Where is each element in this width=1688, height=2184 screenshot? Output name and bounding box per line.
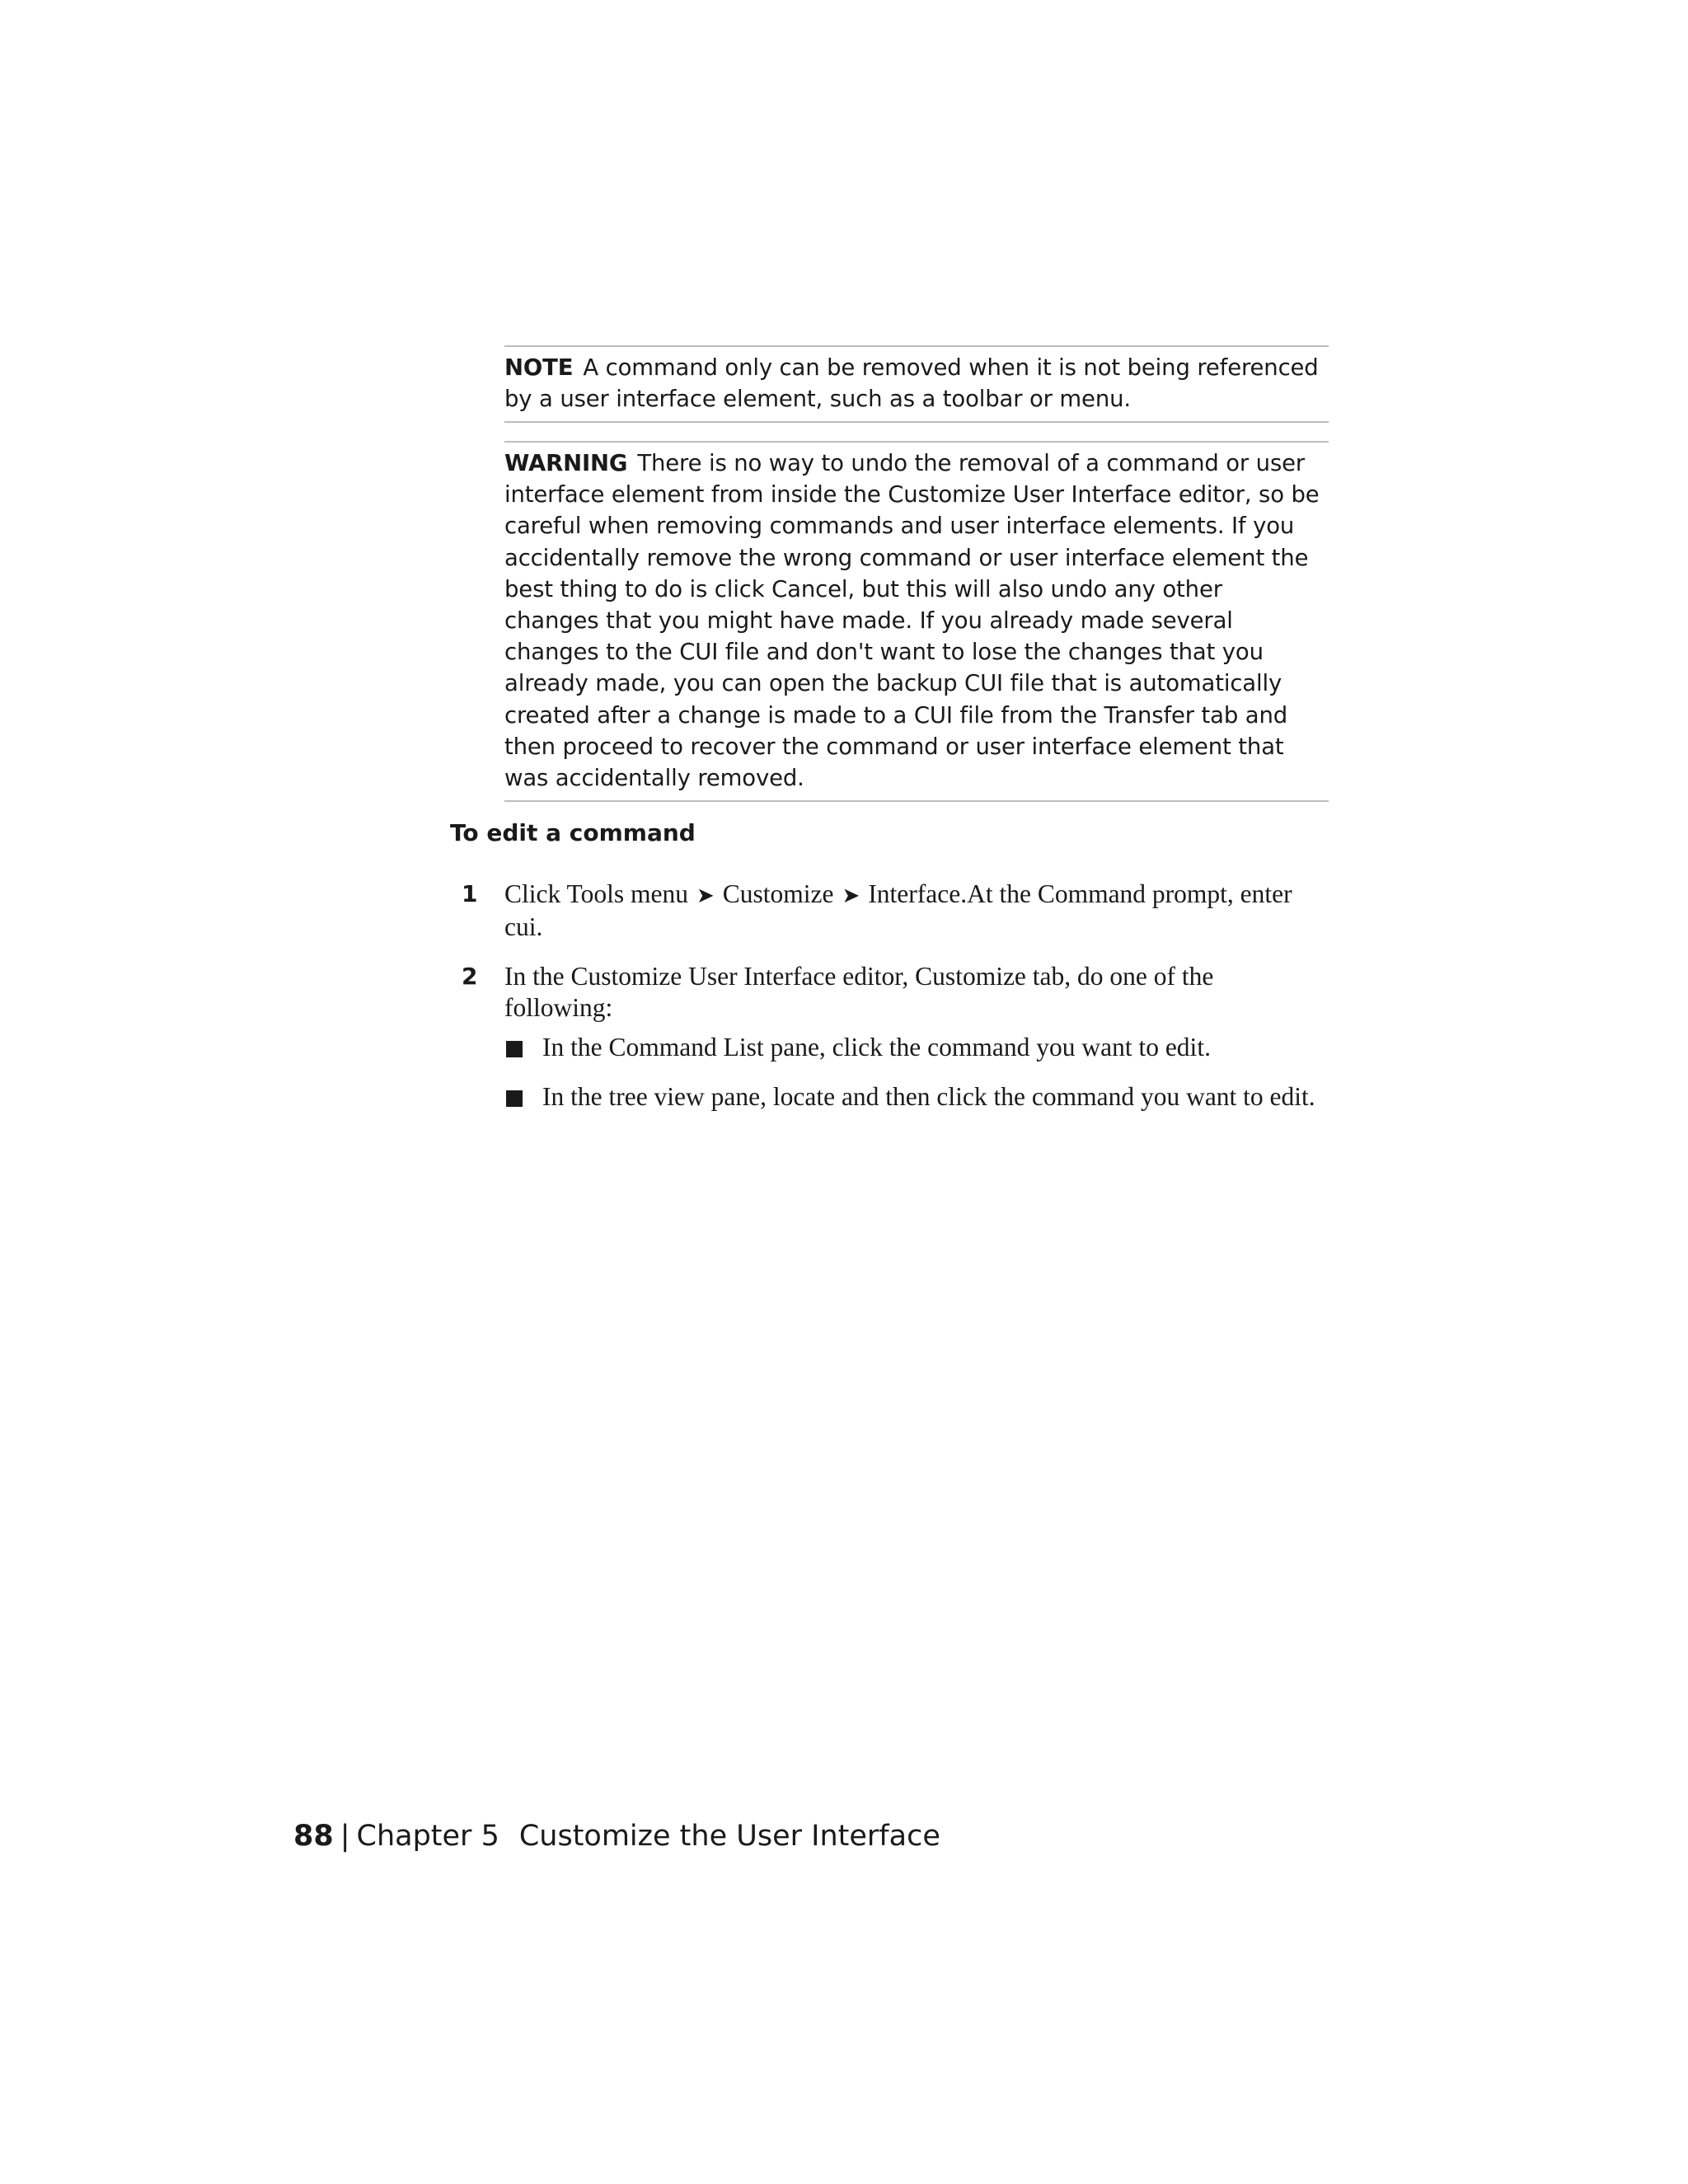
list-item <box>504 1081 1327 1113</box>
chapter-title: Customize the User Interface <box>518 1820 940 1853</box>
step-1 <box>462 879 1327 943</box>
square-bullet-icon <box>506 1041 523 1057</box>
note-text: A command only can be removed when it is not being referenced by a user interface element, such as a toolbar or menu. <box>504 354 1319 413</box>
warning-label: WARNING <box>504 450 628 476</box>
note-label: NOTE <box>504 354 574 381</box>
step-1-part1: Click Tools menu <box>504 879 688 908</box>
step-2-body <box>504 961 1327 1113</box>
step-2 <box>462 961 1327 1131</box>
step-2-number: 2 <box>462 963 478 990</box>
step-1-part3: Interface.At the Command prompt, enter cui. <box>504 879 1292 941</box>
step-1-number: 1 <box>462 880 478 907</box>
step-1-body <box>504 879 1327 943</box>
warning-box <box>504 441 1329 802</box>
square-bullet-icon <box>506 1090 523 1107</box>
list-item <box>504 1032 1327 1063</box>
step-1-part2: Customize <box>722 879 834 908</box>
bullet-text: In the Command List pane, click the command you want to edit. <box>542 1033 1211 1062</box>
warning-text: There is no way to undo the removal of a command or user interface element from inside the Customize User Interface editor, so be careful when removing commands and user interface elements. If you accidentally remove the wrong command or user interface element the best thing to do is click Cancel, but this will also undo any other changes that you might have made. If you already made several changes to the CUI file and don't want to lose the changes that you already made, you can open the backup CUI file that is automatically created after a change is made to a CUI file from the Transfer tab and then proceed to recover the command or user interface element that was accidentally removed. <box>504 450 1320 792</box>
step-2-bullet-list <box>504 1032 1327 1113</box>
page-footer <box>293 1819 940 1854</box>
footer-separator: | <box>340 1820 350 1853</box>
procedure-heading: To edit a command <box>450 819 696 846</box>
menu-arrow-icon: ➤ <box>696 883 715 908</box>
step-2-text: In the Customize User Interface editor, Customize tab, do one of the following: <box>504 962 1214 1022</box>
chapter-label: Chapter 5 <box>356 1820 499 1853</box>
bullet-text: In the tree view pane, locate and then click the command you want to edit. <box>542 1082 1315 1111</box>
note-box <box>504 345 1329 423</box>
menu-arrow-icon: ➤ <box>842 883 860 908</box>
page-number: 88 <box>293 1820 334 1853</box>
